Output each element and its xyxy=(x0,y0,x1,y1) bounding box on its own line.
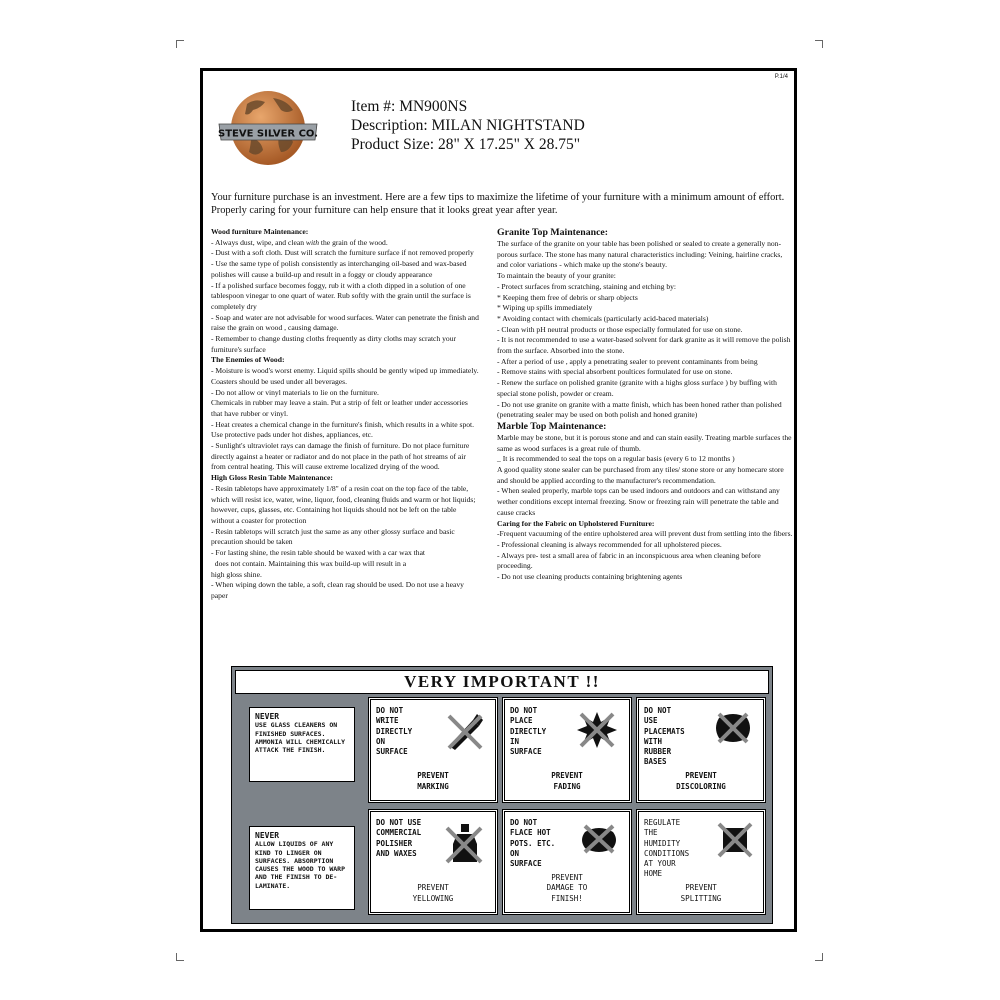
enemies-tip: - Sunlight's ultraviolet rays can damage the finish of furniture. Do not place furniture directly against a heater or radiator and do not place in the path of hot streams of air from central heating. This will cause extreme localized drying of the wood. xyxy=(211,441,470,472)
fabric-tip: - Professional cleaning is always recommended for all upholstered pieces. xyxy=(497,539,722,549)
tip-outcome: PREVENT FADING xyxy=(551,771,583,791)
never-glass-cleaner-note xyxy=(249,707,355,782)
granite-tip: To maintain the beauty of your granite: xyxy=(497,271,616,281)
marble-tip: Marble may be stone, but it is porous stone and and can stain easily. Treating marble surfaces the same as wood surfaces is a great rule of thumb. xyxy=(497,432,792,453)
granite-tip: - Do not use granite on granite with a matte finish, which has been honed rather than polished (penetrating sealer may be used on both polish and honed granite) xyxy=(497,399,782,420)
tip-outcome: PREVENT YELLOWING xyxy=(412,883,454,903)
resin-tip: does not contain. Maintaining this wax build-up will result in a xyxy=(211,558,407,568)
right-column xyxy=(497,227,793,583)
enemies-tip: Chemicals in rubber may leave a stain. Put a strip of felt or leather under accessories that have rubber or vinyl. xyxy=(211,398,468,418)
resin-tip: - For lasting shine, the resin table should be waxed with a car wax that xyxy=(211,548,426,558)
tip-outcome: PREVENT MARKING xyxy=(417,771,449,791)
tip-outcome: PREVENT SPLITTING xyxy=(680,883,722,903)
wood-tip: - Remember to change dusting cloths frequently as dirty cloths may scratch your furniture's surface xyxy=(211,334,457,354)
hot-pot-icon xyxy=(579,822,619,856)
care-instruction-sheet xyxy=(200,68,797,932)
intro-paragraph: Your furniture purchase is an investment. Here are a few tips to maximize the lifetime of your furniture with a minimum amount of effort. Properly caring for your furniture can help ensure that it looks great year after year. xyxy=(211,192,785,216)
marble-tip: A good quality stone sealer can be purchased from any tiles/ stone store or any homecare store and should be applied according to the manufacturer's recommendation. xyxy=(497,465,784,485)
granite-tip: - Renew the surface on polished granite (granite with a highs gloss surface ) by buffing with special stone polish, powder or cream. xyxy=(497,378,777,398)
very-important-panel xyxy=(231,666,773,924)
left-column xyxy=(211,227,479,602)
enemies-heading: The Enemies of Wood: xyxy=(211,355,285,365)
never-label: NEVER xyxy=(255,712,280,721)
product-size: Product Size: 28" X 17.25" X 28.75" xyxy=(351,136,581,153)
wood-tip: - Dust with a soft cloth. Dust will scratch the furniture surface if not removed properly xyxy=(211,248,474,258)
enemies-tip: - Moisture is wood's worst enemy. Liquid spills should be gently wiped up immediately. Coasters should be used under all beverages. xyxy=(211,366,479,386)
product-description: Description: MILAN NIGHTSTAND xyxy=(351,117,585,134)
granite-tip: - It is not recommended to use a water-based solvent for dark granite as it will remove the polish from the surface. Absorbed into the stone. xyxy=(497,335,791,356)
marble-tip: - When sealed properly, marble tops can be used indoors and outdoors and can withstand any wether conditions except internal freezing. Snow or freezing rain will penetrate the table and cause cracks xyxy=(497,486,780,517)
item-number: Item #: MN900NS xyxy=(351,98,468,115)
tip-cell-splitting xyxy=(636,809,766,915)
logo-text: STEVE SILVER CO. xyxy=(218,128,318,140)
enemies-tip: - Heat creates a chemical change in the furniture's finish, which results in a white spot. Use protective pads under hot dishes, appliances, etc. xyxy=(211,419,475,440)
granite-tip: The surface of the granite on your table has been polished or sealed to create a generally non-porous surface. The stone has many natural characteristics including: Veining, hairline cracks, and color variations - which make up the stone's beauty. xyxy=(497,239,783,270)
tip-text: DO NOT USE PLACEMATS WITH RUBBER BASES xyxy=(644,706,685,767)
wood-tip: - Use the same type of polish consistently as interchanging oil-based and wax-based polishes will cause a build-up and result in a foggy or cloudy appearance xyxy=(211,259,467,279)
polish-bottle-icon xyxy=(443,822,485,864)
fabric-heading: Caring for the Fabric on Upholstered Furniture: xyxy=(497,518,655,528)
note-text: USE GLASS CLEANERS ON FINISHED SURFACES. AMMONIA WILL CHEMICALLY ATTACK THE FINISH. xyxy=(255,721,346,755)
tip-cell-discoloring xyxy=(636,697,766,803)
humidity-icon xyxy=(717,822,753,858)
sun-icon xyxy=(575,710,619,750)
placemat-icon xyxy=(713,710,753,746)
marble-heading: Marble Top Maintenance: xyxy=(497,420,607,432)
never-label: NEVER xyxy=(255,831,280,840)
tip-outcome: PREVENT DISCOLORING xyxy=(676,771,726,791)
tip-cell-yellowing xyxy=(368,809,498,915)
resin-tip: high gloss shine. xyxy=(211,569,262,579)
granite-tip: * Keeping them free of debris or sharp objects xyxy=(497,292,638,302)
tip-text: REGULATE THE HUMIDITY CONDITIONS AT YOUR HOME xyxy=(644,818,690,879)
granite-tip: - Remove stains with special absorbent poultices formulated for use on stone. xyxy=(497,367,733,377)
wood-tip: - Soap and water are not advisable for wood surfaces. Water can penetrate the finish and raise the grain on wood , causing damage. xyxy=(211,312,479,333)
granite-heading: Granite Top Maintenance: xyxy=(497,227,609,238)
resin-tip: - Resin tabletops will scratch just the same as any other glossy surface and basic precaution should be taken xyxy=(211,526,455,547)
marble-tip: _ It is recommended to seal the tops on a regular basis (every 6 to 12 months ) xyxy=(497,454,735,464)
fabric-tip: - Do not use cleaning products containing brightening agents xyxy=(497,572,683,582)
fabric-tip: -Frequent vacuuming of the entire upholstered area will prevent dust from settling into the fibers. xyxy=(497,529,793,539)
note-text: ALLOW LIQUIDS OF ANY KIND TO LINGER ON SURFACES. ABSORPTION CAUSES THE WOOD TO WARP AND THE FINISH TO DE-LAMINATE. xyxy=(255,840,346,890)
fabric-tip: - Always pre- test a small area of fabric in an inconspicuous area when cleaning before proceeding. xyxy=(497,550,761,571)
granite-tip: - Clean with pH neutral products or those especially formulated for use on stone. xyxy=(497,324,743,334)
tip-cell-fading xyxy=(502,697,632,803)
steve-silver-logo xyxy=(217,88,319,168)
tip-text: DO NOT PLACE DIRECTLY IN SURFACE xyxy=(510,706,547,757)
granite-tip: * Wiping up spills immediately xyxy=(497,303,593,313)
page-number: P.1/4 xyxy=(774,74,788,80)
very-important-title: VERY IMPORTANT !! xyxy=(235,670,769,694)
crop-mark-top-left xyxy=(176,40,184,48)
enemies-tip: - Do not allow or vinyl materials to lie on the furniture. xyxy=(211,387,379,397)
granite-tip: * Avoiding contact with chemicals (particularly acid-baced materials) xyxy=(497,313,709,323)
tip-text: DO NOT FLACE HOT POTS. ETC. ON SURFACE xyxy=(510,818,556,869)
granite-tip: - Protect surfaces from scratching, staining and etching by: xyxy=(497,281,677,291)
granite-tip: - After a period of use , apply a penetrating sealer to prevent contaminants from being xyxy=(497,356,758,366)
pen-icon xyxy=(443,710,485,752)
crop-mark-bottom-right xyxy=(815,953,823,961)
tip-cell-marking xyxy=(368,697,498,803)
wood-tip: - Always dust, wipe, and clean with the grain of the wood. xyxy=(211,237,388,247)
resin-heading: High Gloss Resin Table Maintenance: xyxy=(211,473,333,483)
never-liquids-note xyxy=(249,826,355,910)
tip-outcome: PREVENT DAMAGE TO FINISH! xyxy=(546,873,588,903)
resin-tip: - Resin tabletops have approximately 1/8" of a resin coat on the top face of the table, which will resist ice, water, wine, liquor, food, cleaning fluids and warm or hot liquids; however, cups, glasses, etc. Containing hot liquids should not be left on the table without a coaster for protection xyxy=(211,483,476,525)
crop-mark-bottom-left xyxy=(176,953,184,961)
tip-text: DO NOT USE COMMERCIAL POLISHER AND WAXES xyxy=(376,818,422,858)
wood-heading: Wood furniture Maintenance: xyxy=(211,227,309,236)
wood-tip: - If a polished surface becomes foggy, rub it with a cloth dipped in a solution of one tablespoon vinegar to one quart of water. Rub softly with the grain until the surface is completely dry xyxy=(211,280,471,311)
tip-text: DO NOT WRITE DIRECTLY ON SURFACE xyxy=(376,706,413,757)
crop-mark-top-right xyxy=(815,40,823,48)
tip-cell-damage xyxy=(502,809,632,915)
resin-tip: - When wiping down the table, a soft, clean rag should be used. Do not use a heavy paper xyxy=(211,580,464,600)
product-header xyxy=(351,97,585,154)
